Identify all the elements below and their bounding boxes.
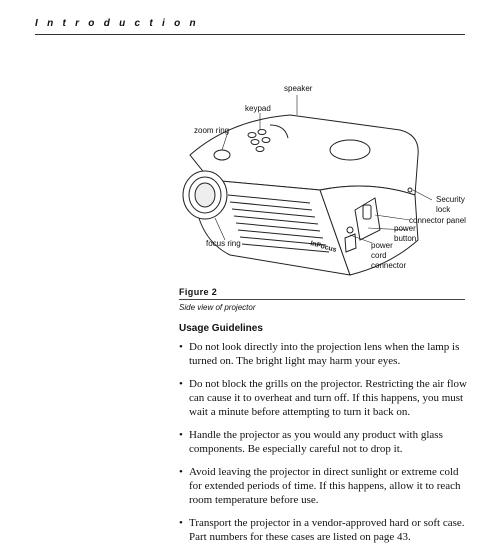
callout-power-cord-1: power [371, 241, 393, 250]
callout-focus-ring: focus ring [206, 239, 241, 248]
list-item [179, 465, 469, 507]
bullet-icon: • [179, 429, 183, 441]
callout-security-lock-1: Security [436, 195, 465, 204]
list-item-text: Do not block the grills on the projector. Restricting the air flow can cause it to overheat and turn off. If this happens, you must wait a minute before attempting to turn it back on. [189, 378, 467, 418]
projector-illustration [170, 80, 470, 285]
section-title: Usage Guidelines [179, 323, 263, 334]
callout-zoom-ring: zoom ring [194, 126, 230, 135]
list-item [179, 516, 469, 544]
bullet-icon: • [179, 378, 183, 390]
list-item-text: Avoid leaving the projector in direct sunlight or extreme cold for extended periods of time. If this happens, allow it to reach room temperature before use. [189, 466, 461, 506]
callout-power-cord-3: connector [371, 261, 407, 270]
callout-security-lock-2: lock [436, 205, 451, 214]
list-item [179, 377, 469, 419]
callout-power-cord-2: cord [371, 251, 387, 260]
figure-caption: Side view of projector [179, 303, 256, 312]
header-rule [35, 34, 465, 35]
callout-power-button-2: button [394, 234, 417, 243]
list-item-text: Transport the projector in a vendor-approved hard or soft case. Part numbers for these cases are listed on page 43. [189, 517, 465, 543]
brand-logo: InFocus [309, 240, 338, 254]
list-item [179, 340, 469, 368]
bullet-icon: • [179, 517, 183, 529]
list-item-text: Do not look directly into the projection lens when the lamp is turned on. The bright light may harm your eyes. [189, 341, 460, 367]
section-header: Introduction [35, 18, 205, 29]
list-item-text: Handle the projector as you would any product with glass components. Be especially careful not to drop it. [189, 429, 443, 455]
bullet-icon: • [179, 341, 183, 353]
figure-title: Figure 2 [179, 287, 218, 297]
bullet-icon: • [179, 466, 183, 478]
guidelines-list [179, 340, 469, 553]
list-item [179, 428, 469, 456]
callout-keypad: keypad [245, 104, 271, 113]
figure-rule [179, 299, 465, 300]
callout-speaker: speaker [284, 84, 313, 93]
callout-power-button-1: power [394, 224, 416, 233]
callout-connector-panel: connector panel [409, 216, 466, 225]
